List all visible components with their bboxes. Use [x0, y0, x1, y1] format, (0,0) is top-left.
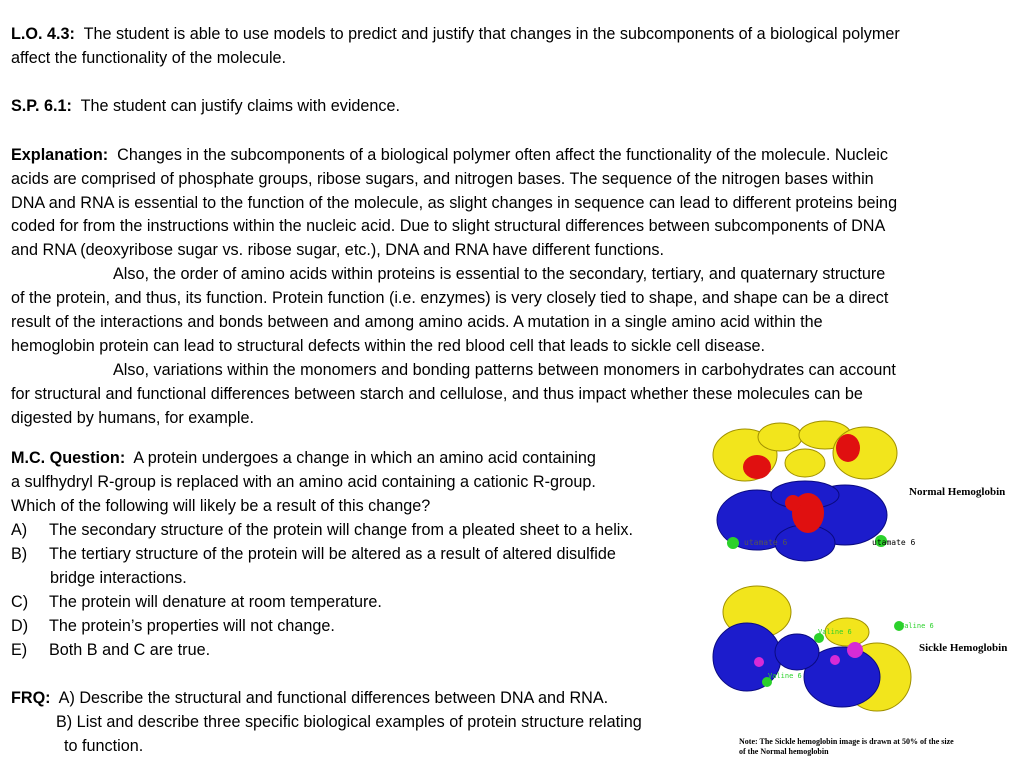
explanation-line: digested by humans, for example. [11, 409, 254, 427]
option-letter: D) [11, 617, 29, 635]
option-letter: A) [11, 521, 28, 539]
valine-annotation: Valine 6 [768, 672, 802, 680]
option-text: The protein will denature at room temperature. [49, 593, 382, 611]
mc-question [11, 446, 596, 470]
frq [11, 686, 608, 710]
valine-annotation: Valine 6 [818, 628, 852, 636]
mc-option-e [11, 638, 211, 662]
explanation-line: Also, variations within the monomers and bonding patterns between monomers in carbohydrates can account [113, 361, 896, 379]
explanation-line: coded for from the instructions within the nucleic acid. Due to slight structural differences between subcomponents of DNA [11, 217, 886, 235]
explanation-line: Also, the order of amino acids within proteins is essential to the secondary, tertiary, and quaternary structure [113, 265, 886, 283]
option-text: Both B and C are true. [49, 641, 211, 659]
explanation-line: Changes in the subcomponents of a biological polymer often affect the functionality of the molecule. Nucleic [117, 146, 888, 164]
mc-question-line: A protein undergoes a change in which an amino acid containing [133, 449, 596, 467]
explanation-line: of the protein, and thus, its function. Protein function (i.e. enzymes) is very closely tied to shape, and shape can be a direct [11, 289, 889, 307]
frq-part-b-cont: to function. [64, 737, 144, 755]
explanation-label: Explanation: [11, 146, 109, 164]
option-text: The protein’s properties will not change. [49, 617, 335, 635]
figure-note-line: of the Normal hemoglobin [739, 747, 829, 756]
figure-note-line: Note: The Sickle hemoglobin image is drawn at 50% of the size [739, 737, 954, 746]
lo-text: The student is able to use models to predict and justify that changes in the subcomponents of a biological polymer [83, 25, 900, 43]
explanation-line: for structural and functional differences between starch and cellulose, and thus impact whether these molecules can be [11, 385, 863, 403]
sp-label: S.P. 6.1: [11, 97, 72, 115]
figure-note [739, 737, 979, 757]
option-letter: C) [11, 593, 29, 611]
frq-part-b: B) List and describe three specific biological examples of protein structure relating [56, 713, 642, 731]
science-practice [11, 94, 400, 118]
option-letter: B) [11, 545, 28, 563]
explanation-line: and RNA (deoxyribose sugar vs. ribose sugar, etc.), DNA and RNA have different functions. [11, 241, 664, 259]
mc-label: M.C. Question: [11, 449, 126, 467]
mc-option-c [11, 590, 382, 614]
mc-option-d [11, 614, 335, 638]
normal-hemoglobin-image [705, 415, 910, 575]
frq-label: FRQ: [11, 689, 51, 707]
explanation-paragraph [11, 143, 888, 167]
frq-part-a: A) Describe the structural and functional differences between DNA and RNA. [58, 689, 609, 707]
option-text: The tertiary structure of the protein will be altered as a result of altered disulfide [49, 545, 616, 563]
explanation-line: acids are comprised of phosphate groups, ribose sugars, and nitrogen bases. The sequence of the nitrogen bases within [11, 170, 874, 188]
normal-hemoglobin-label: Normal Hemoglobin [909, 486, 1006, 498]
option-text-cont: bridge interactions. [50, 569, 187, 587]
option-text: The secondary structure of the protein will change from a pleated sheet to a helix. [49, 521, 633, 539]
lo-text-cont: affect the functionality of the molecule. [11, 49, 287, 67]
mc-question-line: Which of the following will likely be a result of this change? [11, 497, 431, 515]
sickle-hemoglobin-label: Sickle Hemoglobin [919, 642, 1008, 654]
mc-option-a [11, 518, 633, 542]
option-letter: E) [11, 641, 28, 659]
mc-option-b [11, 542, 616, 566]
explanation-line: DNA and RNA is essential to the function of the molecule, as slight changes in sequence can lead to different proteins being [11, 194, 898, 212]
glutamate-annotation: utamate 6 [872, 538, 916, 547]
valine-annotation: Valine 6 [900, 622, 934, 630]
explanation-line: result of the interactions and bonds between and among amino acids. A mutation in a single amino acid within the [11, 313, 823, 331]
lo-label: L.O. 4.3: [11, 25, 75, 43]
sickle-hemoglobin-image [707, 582, 917, 732]
glutamate-annotation: utamate 6 [744, 538, 788, 547]
sp-text: The student can justify claims with evidence. [80, 97, 401, 115]
learning-objective [11, 22, 900, 46]
mc-question-line: a sulfhydryl R-group is replaced with an amino acid containing a cationic R-group. [11, 473, 596, 491]
explanation-line: hemoglobin protein can lead to structural defects within the red blood cell that leads to sickle cell disease. [11, 337, 766, 355]
